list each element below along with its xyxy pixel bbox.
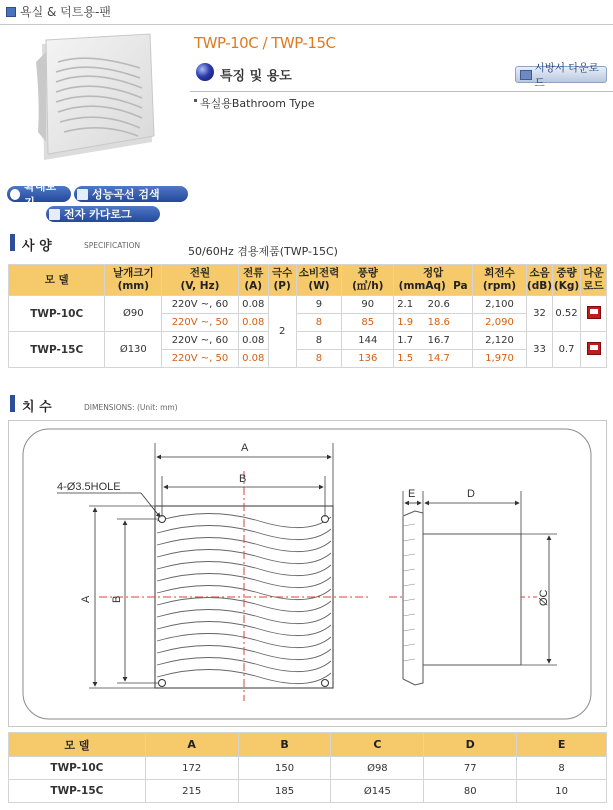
blade-cell: Ø130	[105, 332, 162, 368]
poles-cell: 2	[268, 296, 296, 368]
magnifier-icon	[10, 189, 20, 200]
download-icon	[520, 70, 532, 80]
dimensions-section-subtitle: DIMENSIONS: (Unit: mm)	[84, 403, 178, 412]
noise-cell: 33	[526, 332, 552, 368]
table-row	[9, 780, 607, 803]
dim-label-d: D	[467, 488, 475, 500]
dimension-drawing-frame	[8, 420, 607, 727]
power-cell: 220V ~, 50	[162, 350, 239, 368]
spec-download-label: 시방서 다운로드	[534, 61, 599, 89]
e-cell: 8	[517, 757, 607, 780]
th-weight: 중량 (Kg)	[553, 265, 581, 296]
catalog-icon	[49, 209, 60, 220]
d-cell: 80	[424, 780, 517, 803]
bullet-icon	[194, 99, 197, 102]
blade-cell: Ø90	[105, 296, 162, 332]
th-poles: 극수 (P)	[268, 265, 296, 296]
dim-label-a-left: A	[80, 595, 92, 603]
performance-curve-label: 성능곡선 검색	[92, 188, 160, 201]
power-cell: 220V ~, 60	[162, 296, 239, 314]
spec-section-subtitle: SPECIFICATION	[84, 241, 141, 250]
feature-description: 욕실용Bathroom Type	[200, 97, 315, 110]
a-cell: 215	[145, 780, 238, 803]
e-catalog-label: 전자 카다로그	[64, 208, 132, 221]
th-current: 전류 (A)	[238, 265, 268, 296]
watt-cell: 8	[296, 332, 342, 350]
current-cell: 0.08	[238, 332, 268, 350]
header-divider	[0, 24, 613, 25]
dim-label-b-left: B	[111, 595, 123, 603]
rpm-cell: 2,090	[473, 314, 527, 332]
d-cell: 77	[424, 757, 517, 780]
table-row	[9, 757, 607, 780]
b-cell: 185	[238, 780, 331, 803]
th-noise: 소음 (dB)	[526, 265, 552, 296]
th-e: E	[517, 733, 607, 757]
th-airflow: 풍량 (㎥/h)	[342, 265, 394, 296]
dim-label-c: ØC	[538, 589, 550, 606]
airflow-cell: 144	[342, 332, 394, 350]
airflow-cell: 85	[342, 314, 394, 332]
c-cell: Ø98	[331, 757, 424, 780]
model-cell: TWP-15C	[9, 332, 105, 368]
c-cell: Ø145	[331, 780, 424, 803]
performance-curve-button[interactable]	[74, 186, 188, 202]
th-d: D	[424, 733, 517, 757]
dim-label-b-top: B	[239, 473, 247, 485]
download-cell	[581, 332, 607, 368]
e-catalog-button[interactable]	[46, 206, 160, 222]
model-cell: TWP-10C	[9, 757, 146, 780]
pdf-download-icon[interactable]	[587, 342, 601, 355]
pdf-download-icon[interactable]	[587, 306, 601, 319]
model-cell: TWP-10C	[9, 296, 105, 332]
airflow-cell: 136	[342, 350, 394, 368]
a-cell: 172	[145, 757, 238, 780]
spec-table	[8, 264, 607, 368]
section-marker-icon	[10, 395, 15, 412]
airflow-cell: 90	[342, 296, 394, 314]
th-pressure: 정압 (mmAq) Pa	[394, 265, 473, 296]
noise-cell: 32	[526, 296, 552, 332]
dimension-drawing	[9, 421, 606, 726]
feature-divider	[190, 91, 613, 92]
blue-ball-icon	[196, 63, 214, 81]
mmaq-cell: 2.1	[394, 296, 423, 314]
mmaq-cell: 1.5	[394, 350, 423, 368]
spec-note: 50/60Hz 겸용제품(TWP-15C)	[188, 245, 338, 258]
pa-cell: 14.7	[423, 350, 473, 368]
zoom-label: 확대보기	[24, 180, 57, 209]
dim-label-a: A	[241, 442, 249, 454]
section-marker-icon	[10, 234, 15, 251]
watt-cell: 8	[296, 314, 342, 332]
feature-title: 특징 및 용도	[220, 69, 292, 84]
current-cell: 0.08	[238, 350, 268, 368]
download-cell	[581, 296, 607, 332]
page-title: 욕실 & 덕트용-팬	[20, 5, 111, 19]
b-cell: 150	[238, 757, 331, 780]
rpm-cell: 2,100	[473, 296, 527, 314]
th-consumption: 소비전력 (W)	[296, 265, 342, 296]
th-model: 모 델	[9, 265, 105, 296]
table-row	[9, 332, 607, 350]
pa-cell: 16.7	[423, 332, 473, 350]
product-image	[28, 32, 156, 160]
model-cell: TWP-15C	[9, 780, 146, 803]
pa-cell: 18.6	[423, 314, 473, 332]
th-c: C	[331, 733, 424, 757]
th-blade: 날개크기 (mm)	[105, 265, 162, 296]
dimensions-section-title: 치 수	[22, 400, 52, 415]
rpm-cell: 1,970	[473, 350, 527, 368]
th-a: A	[145, 733, 238, 757]
table-row	[9, 296, 607, 314]
th-power: 전원 (V, Hz)	[162, 265, 239, 296]
th-download: 다운 로드	[581, 265, 607, 296]
watt-cell: 8	[296, 350, 342, 368]
pa-cell: 20.6	[423, 296, 473, 314]
th-model: 모 델	[9, 733, 146, 757]
spec-download-button[interactable]	[515, 61, 607, 89]
watt-cell: 9	[296, 296, 342, 314]
mmaq-cell: 1.9	[394, 314, 423, 332]
e-cell: 10	[517, 780, 607, 803]
spec-section-title: 사 양	[22, 239, 52, 254]
current-cell: 0.08	[238, 314, 268, 332]
rpm-cell: 2,120	[473, 332, 527, 350]
current-cell: 0.08	[238, 296, 268, 314]
power-cell: 220V ~, 50	[162, 314, 239, 332]
weight-cell: 0.52	[553, 296, 581, 332]
document-icon	[77, 189, 88, 200]
square-bullet-icon	[6, 7, 16, 17]
model-title: TWP-10C / TWP-15C	[194, 34, 336, 52]
hole-note: 4-Ø3.5HOLE	[57, 481, 121, 493]
breadcrumb-bar	[0, 0, 613, 24]
th-rpm: 회전수 (rpm)	[473, 265, 527, 296]
power-cell: 220V ~, 60	[162, 332, 239, 350]
dim-label-e: E	[408, 488, 416, 500]
mmaq-cell: 1.7	[394, 332, 423, 350]
dimension-table	[8, 732, 607, 803]
th-b: B	[238, 733, 331, 757]
weight-cell: 0.7	[553, 332, 581, 368]
zoom-button[interactable]	[7, 180, 71, 209]
